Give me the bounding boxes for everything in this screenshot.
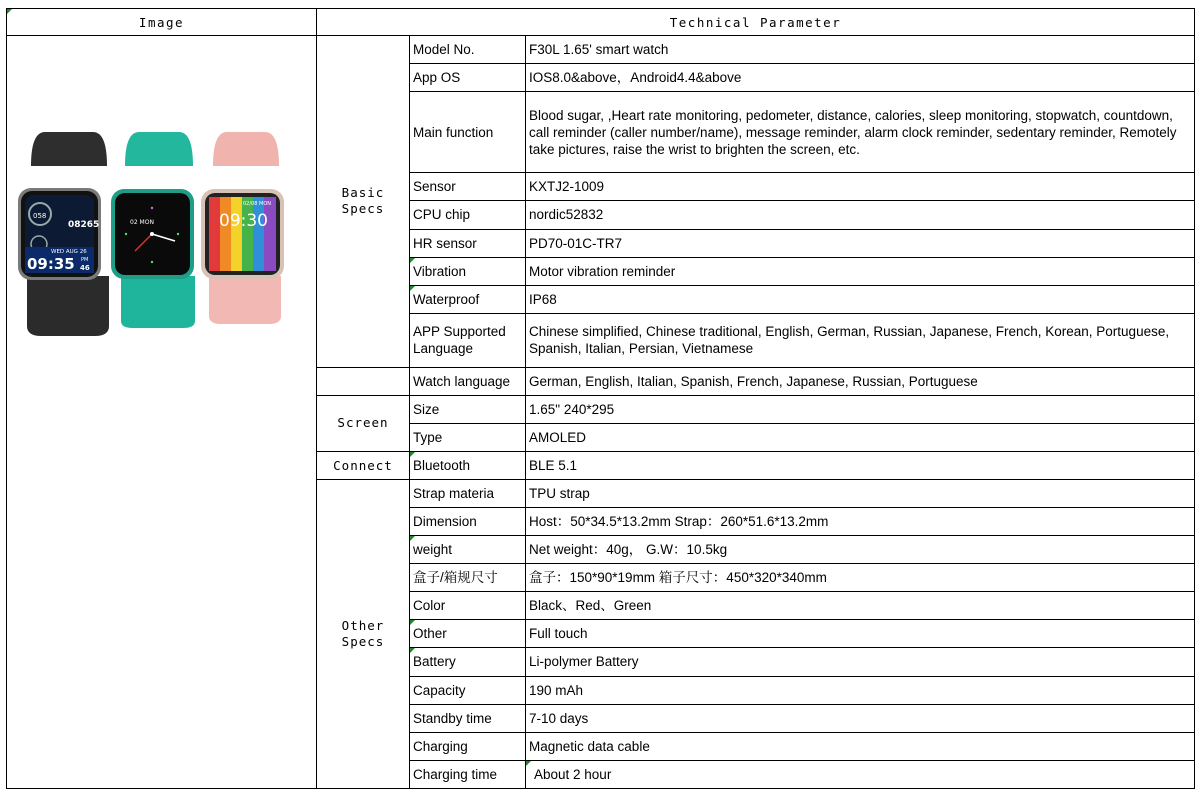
row-label: Battery	[410, 648, 526, 676]
row-label: Waterproof	[410, 285, 526, 313]
group-basic-specs: Basic Specs	[317, 36, 410, 368]
watch-date-text: WED AUG 26	[51, 249, 87, 256]
row-label: Other	[410, 620, 526, 648]
header-technical-parameter: Technical Parameter	[317, 9, 1195, 36]
row-label: Watch language	[410, 367, 526, 395]
row-value: TPU strap	[526, 480, 1195, 508]
row-label: Capacity	[410, 676, 526, 704]
row-label: Charging time	[410, 760, 526, 788]
row-value: Full touch	[526, 620, 1195, 648]
row-label: Vibration	[410, 257, 526, 285]
row-label: Dimension	[410, 508, 526, 536]
row-value: 1.65" 240*295	[526, 395, 1195, 423]
smart-watch-image	[7, 36, 316, 274]
row-label: CPU chip	[410, 201, 526, 229]
row-value: PD70-01C-TR7	[526, 229, 1195, 257]
row-value: Black、Red、Green	[526, 592, 1195, 620]
watch-seconds-text: 46	[80, 264, 90, 273]
watch-hr-text: 058	[33, 212, 47, 221]
row-value: About 2 hour	[526, 760, 1195, 788]
group-empty	[317, 367, 410, 395]
row-value: Blood sugar, ,Heart rate monitoring, pedometer, distance, calories, sleep monitoring, stopwatch, countdown, call reminder (caller number/name), message reminder, alarm clock reminder, sedentary reminder, Remotely take pictures, raise the wrist to brighten the screen, etc.	[526, 92, 1195, 173]
row-value: Magnetic data cable	[526, 732, 1195, 760]
row-value: Host：50*34.5*13.2mm Strap：260*51.6*13.2mm	[526, 508, 1195, 536]
row-value: Net weight：40g， G.W：10.5kg	[526, 536, 1195, 564]
watch-ampm-text: PM	[81, 257, 89, 264]
watch-pink-time: 09:30	[219, 211, 268, 232]
row-label: Sensor	[410, 173, 526, 201]
row-value: 190 mAh	[526, 676, 1195, 704]
product-image-cell	[7, 36, 317, 789]
row-value: AMOLED	[526, 423, 1195, 451]
row-value: KXTJ2-1009	[526, 173, 1195, 201]
group-screen: Screen	[317, 395, 410, 451]
watch-time-text: 09:35	[27, 255, 75, 274]
watch-green-date: 02 MON	[130, 219, 154, 227]
header-image: Image	[7, 9, 317, 36]
spec-table	[6, 8, 1195, 789]
row-value: IOS8.0&above，Android4.4&above	[526, 64, 1195, 92]
row-value: nordic52832	[526, 201, 1195, 229]
watch-pink-date: 02/08 MON	[243, 201, 271, 208]
row-label: App OS	[410, 64, 526, 92]
row-label: Charging	[410, 732, 526, 760]
row-value: F30L 1.65' smart watch	[526, 36, 1195, 64]
row-label: APP Supported Language	[410, 313, 526, 367]
row-label: Size	[410, 395, 526, 423]
row-label: HR sensor	[410, 229, 526, 257]
row-label: Bluetooth	[410, 452, 526, 480]
row-label: weight	[410, 536, 526, 564]
row-value: Li-polymer Battery	[526, 648, 1195, 676]
watch-steps-text: 08265	[68, 220, 100, 231]
row-value: IP68	[526, 285, 1195, 313]
row-label: 盒子/箱规尺寸	[410, 564, 526, 592]
pink-watch	[201, 132, 284, 324]
green-watch	[111, 132, 195, 328]
row-label: Strap materia	[410, 480, 526, 508]
row-label: Standby time	[410, 704, 526, 732]
row-value: German, English, Italian, Spanish, French, Japanese, Russian, Portuguese	[526, 367, 1195, 395]
row-label: Color	[410, 592, 526, 620]
row-value: BLE 5.1	[526, 452, 1195, 480]
row-value: 盒子：150*90*19mm 箱子尺寸：450*320*340mm	[526, 564, 1195, 592]
row-label: Type	[410, 423, 526, 451]
row-label: Model No.	[410, 36, 526, 64]
row-value: Chinese simplified, Chinese traditional, English, German, Russian, Japanese, French, Korean, Portuguese, Spanish, Italian, Persian, Vietnamese	[526, 313, 1195, 367]
group-other-specs: Other Specs	[317, 480, 410, 789]
row-label: Main function	[410, 92, 526, 173]
row-value: Motor vibration reminder	[526, 257, 1195, 285]
black-watch	[18, 132, 109, 336]
group-connect: Connect	[317, 452, 410, 480]
row-value: 7-10 days	[526, 704, 1195, 732]
